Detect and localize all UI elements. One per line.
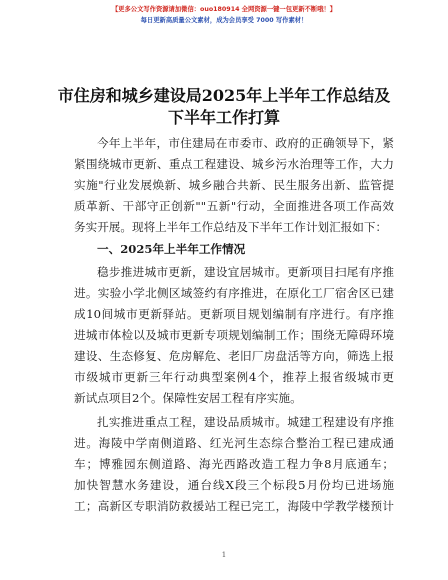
page-number: 1 xyxy=(221,551,227,559)
paragraph-line: 进。实验小学北侧区域签约有序推进，在原化工厂宿舍区已建 xyxy=(74,286,394,300)
paragraph-line: 进。海陵中学南侧道路、红光河生态综合整治工程已建成通 xyxy=(74,436,394,450)
paragraph-line: 新试点项目2个。保障性安居工程有序实施。 xyxy=(74,391,302,405)
document-title-line-2: 下半年工作打算 xyxy=(167,108,280,127)
intro-line: 紧围绕城市更新、重点工程建设、城乡污水治理等工作，大力 xyxy=(74,157,394,171)
intro-line: 实施"行业发展焕新、城乡融合共新、民生服务出新、监管提 xyxy=(74,178,394,192)
paragraph-line: 工；高新区专职消防救援站工程已完工，海陵中学教学楼预计 xyxy=(74,499,394,513)
paragraph-line: 扎实推进重点工程，建设品质城市。城建工程建设有序推 xyxy=(97,415,394,429)
paragraph-line: 稳步推进城市更新，建设宜居城市。更新项目扫尾有序推 xyxy=(97,265,394,279)
paragraph-line: 成10间城市更新驿站。更新项目规划编制有序进行。有序推 xyxy=(74,307,394,321)
paragraph-line: 建设、生态修复、危房解危、老旧厂房盘活等方向，筛选上报 xyxy=(74,349,394,363)
intro-line: 质革新、干部守正创新""五新"行动，全面推进各项工作高效 xyxy=(74,199,394,213)
paragraph-line: 市级城市更新三年行动典型案例4个，推荐上报省级城市更 xyxy=(74,370,394,384)
paragraph-line: 车；博雅园东侧道路、海光西路改造工程力争8月底通车； xyxy=(74,457,394,471)
intro-line: 今年上半年，市住建局在市委市、政府的正确领导下，紧 xyxy=(97,136,394,150)
paragraph-line: 加快智慧水务建设，通台线X段三个标段5月份均已进场施 xyxy=(74,478,394,492)
intro-line: 务实开展。现将上半年工作总结及下半年工作计划汇报如下： xyxy=(74,220,388,234)
paragraph-line: 进城市体检以及城市更新专项规划编制工作；围绕无障碍环境 xyxy=(74,328,394,342)
promo-banner-line-1: 【更多公文写作资源请加微信：ouo180914 全网资源一键一包更新不断哦！】 xyxy=(111,6,337,13)
section-heading: 一、2025年上半年工作情况 xyxy=(97,242,246,256)
document-title-line-1: 市住房和城乡建设局2025年上半年工作总结及 xyxy=(57,86,391,105)
promo-banner-line-2: 每日更新高质量公文素材，成为会员享受 7000 写作素材！ xyxy=(140,17,308,24)
